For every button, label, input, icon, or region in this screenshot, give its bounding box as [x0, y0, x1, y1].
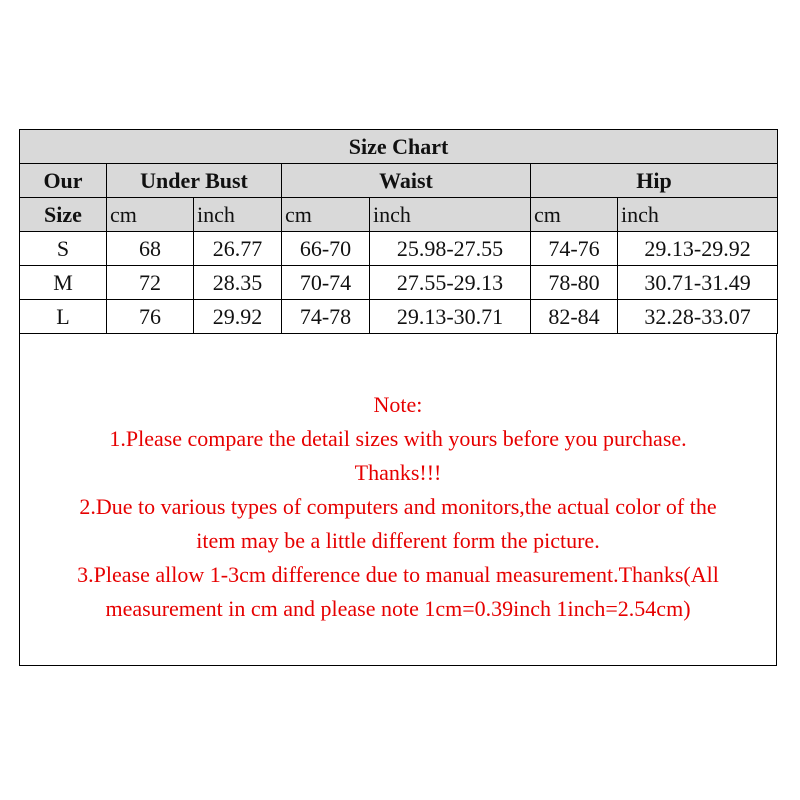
table-row	[20, 266, 778, 300]
unit-inch: inch	[618, 198, 778, 232]
unit-inch: inch	[194, 198, 282, 232]
note-line: measurement in cm and please note 1cm=0.39inch 1inch=2.54cm)	[105, 596, 691, 621]
table-cell: 25.98-27.55	[370, 232, 531, 266]
size-cell: S	[20, 232, 107, 266]
table-cell: 66-70	[282, 232, 370, 266]
table-cell: 29.13-30.71	[370, 300, 531, 334]
table-row	[20, 300, 778, 334]
table-title: Size Chart	[20, 130, 778, 164]
col-header-size: Size	[20, 198, 107, 232]
header-row	[20, 164, 778, 198]
size-cell: M	[20, 266, 107, 300]
note-line: item may be a little different form the picture.	[196, 528, 600, 553]
unit-row	[20, 198, 778, 232]
note-line: Thanks!!!	[354, 460, 442, 485]
note-heading: Note:	[373, 392, 423, 417]
title-row	[20, 130, 778, 164]
size-chart-table	[19, 129, 778, 334]
col-header-under-bust: Under Bust	[107, 164, 282, 198]
table-cell: 26.77	[194, 232, 282, 266]
table-cell: 74-76	[531, 232, 618, 266]
unit-cm: cm	[107, 198, 194, 232]
table-cell: 76	[107, 300, 194, 334]
table-cell: 28.35	[194, 266, 282, 300]
table-cell: 29.13-29.92	[618, 232, 778, 266]
table-cell: 78-80	[531, 266, 618, 300]
table-row	[20, 232, 778, 266]
note-line: 3.Please allow 1-3cm difference due to manual measurement.Thanks(All	[77, 562, 719, 587]
unit-cm: cm	[282, 198, 370, 232]
note-block	[19, 388, 777, 626]
note-line: 1.Please compare the detail sizes with yours before you purchase.	[109, 426, 687, 451]
table-cell: 30.71-31.49	[618, 266, 778, 300]
table-cell: 72	[107, 266, 194, 300]
table-cell: 29.92	[194, 300, 282, 334]
unit-inch: inch	[370, 198, 531, 232]
col-header-hip: Hip	[531, 164, 778, 198]
unit-cm: cm	[531, 198, 618, 232]
col-header-waist: Waist	[282, 164, 531, 198]
table-cell: 70-74	[282, 266, 370, 300]
col-header-our: Our	[20, 164, 107, 198]
table-cell: 32.28-33.07	[618, 300, 778, 334]
table-cell: 82-84	[531, 300, 618, 334]
size-cell: L	[20, 300, 107, 334]
table-cell: 68	[107, 232, 194, 266]
table-cell: 27.55-29.13	[370, 266, 531, 300]
note-line: 2.Due to various types of computers and monitors,the actual color of the	[79, 494, 717, 519]
table-cell: 74-78	[282, 300, 370, 334]
